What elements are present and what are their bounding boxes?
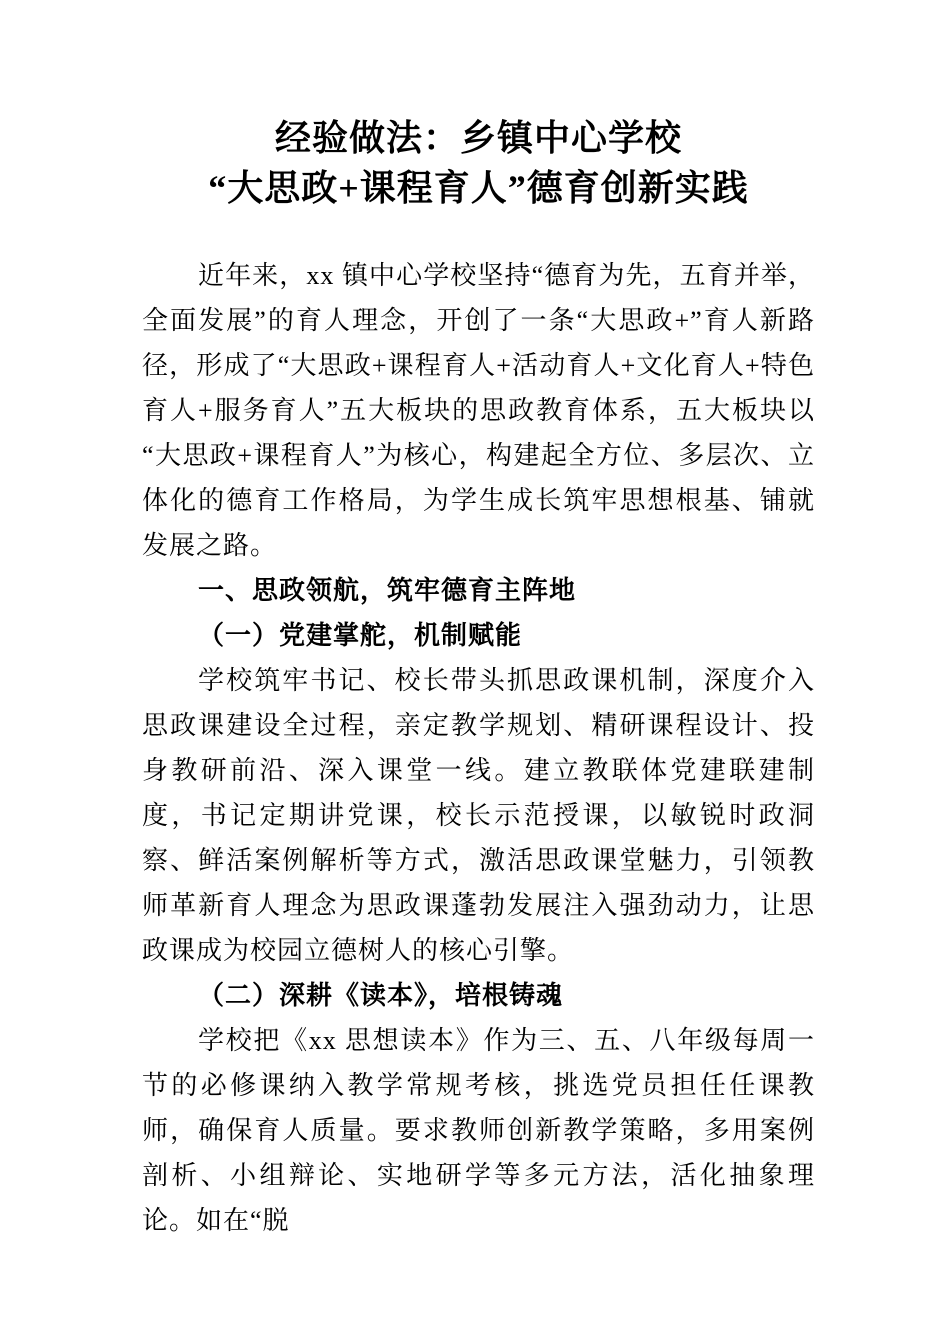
paragraph-section-1-2: 学校把《xx 思想读本》作为三、五、八年级每周一节的必修课纳入教学常规考核，挑选党员担任任课教师，确保育人质量。要求教师创新教学策略，多用案例剖析、小组辩论、实地研学等多元方法，活化抽象理论。如在“脱 — [142, 1026, 815, 1235]
document-title-line-2: “大思政+课程育人”德育创新实践 — [208, 168, 749, 208]
paragraph-section-1-1: 学校筑牢书记、校长带头抓思政课机制，深度介入思政课建设全过程，亲定教学规划、精研课程设计、投身教研前沿、深入课堂一线。建立教联体党建联建制度，书记定期讲党课，校长示范授课，以敏锐时政洞察、鲜活案例解析等方式，激活思政课堂魅力，引领教师革新育人理念为思政课蓬勃发展注入强劲动力，让思政课成为校园立德树人的核心引擎。 — [142, 666, 815, 965]
document-body — [142, 253, 815, 1243]
document-title-line-1: 经验做法：乡镇中心学校 — [274, 118, 682, 158]
section-heading-1: 一、思政领航，筑牢德育主阵地 — [198, 575, 577, 605]
paragraph-intro: 近年来，xx 镇中心学校坚持“德育为先，五育并举，全面发展”的育人理念，开创了一条“大思政+”育人新路径，形成了“大思政+课程育人+活动育人+文化育人+特色育人+服务育人”五大板块的思政教育体系，五大板块以“大思政+课程育人”为核心，构建起全方位、多层次、立体化的德育工作格局，为学生成长筑牢思想根基、铺就发展之路。 — [142, 261, 815, 560]
subsection-heading-1-2: （二）深耕《读本》，培根铸魂 — [198, 981, 564, 1010]
document-title — [142, 113, 815, 213]
document-content — [142, 113, 815, 1243]
subsection-heading-1-1: （一）党建掌舵，机制赋能 — [198, 621, 523, 650]
